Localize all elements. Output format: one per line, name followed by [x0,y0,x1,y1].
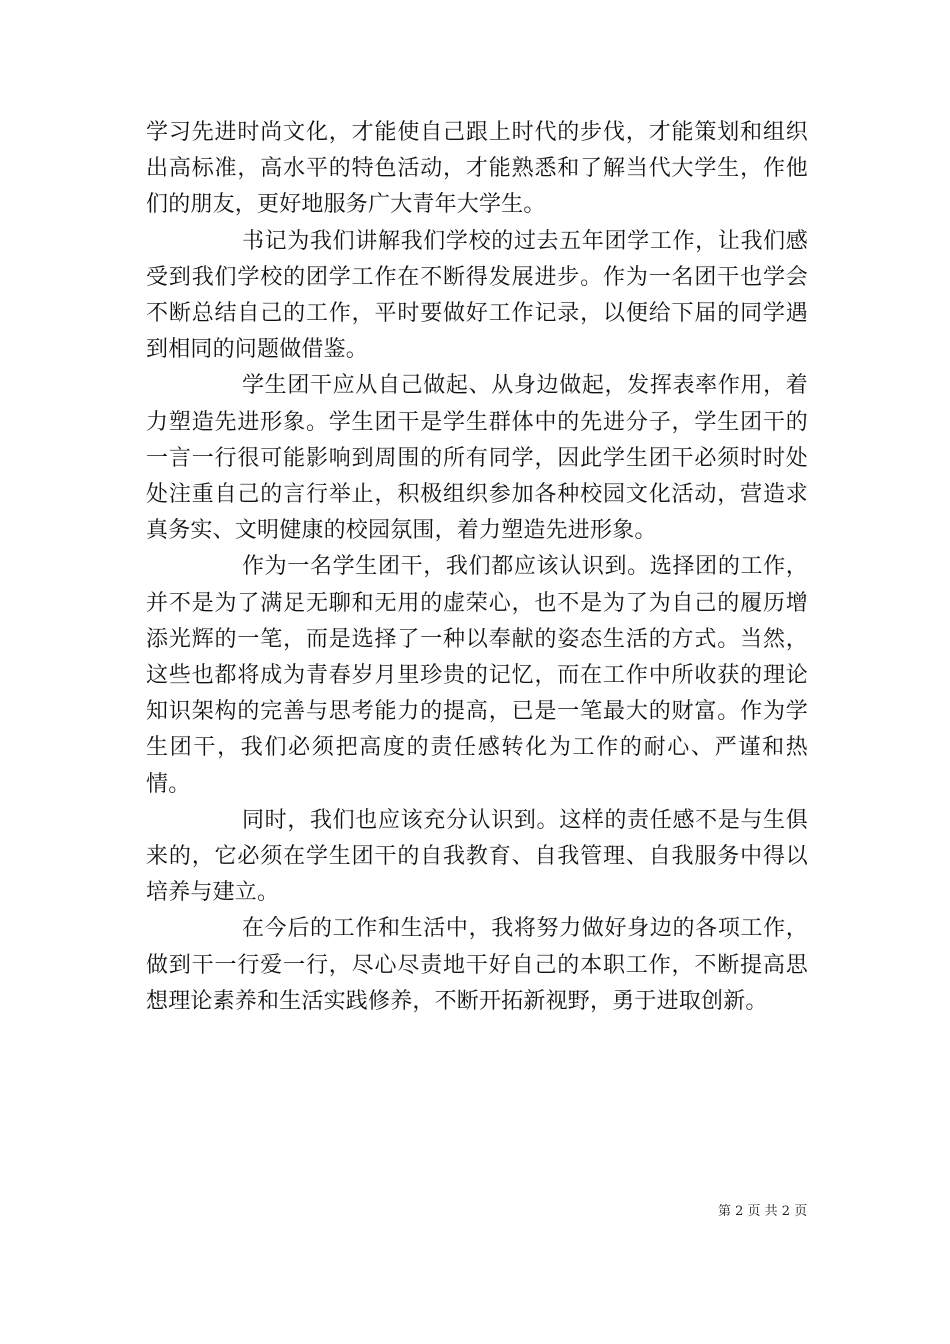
document-body [146,115,808,1020]
paragraph-6: 在今后的工作和生活中，我将努力做好身边的各项工作，做到干一行爱一行，尽心尽责地干好自己的本职工作，不断提高思想理论素养和生活实践修养，不断开拓新视野，勇于进取创新。 [146,916,808,1014]
paragraph-3: 学生团干应从自己做起、从身边做起，发挥表率作用，着力塑造先进形象。学生团干是学生群体中的先进分子，学生团干的一言一行很可能影响到周围的所有同学，因此学生团干必须时时处处注重自己的言行举止，积极组织参加各种校园文化活动，营造求真务实、文明健康的校园氛围，着力塑造先进形象。 [146,373,808,544]
page-number-footer: 第 2 页 共 2 页 [718,1204,808,1219]
paragraph-4: 作为一名学生团干，我们都应该认识到。选择团的工作，并不是为了满足无聊和无用的虚荣心，也不是为了为自己的履历增添光辉的一笔，而是选择了一种以奉献的姿态生活的方式。当然，这些也都将成为青春岁月里珍贵的记忆，而在工作中所收获的理论知识架构的完善与思考能力的提高，已是一笔最大的财富。作为学生团干，我们必须把高度的责任感转化为工作的耐心、严谨和热情。 [146,554,808,797]
paragraph-1: 学习先进时尚文化，才能使自己跟上时代的步伐，才能策划和组织出高标准，高水平的特色活动，才能熟悉和了解当代大学生，作他们的朋友，更好地服务广大青年大学生。 [146,120,808,218]
paragraph-2: 书记为我们讲解我们学校的过去五年团学工作，让我们感受到我们学校的团学工作在不断得发展进步。作为一名团干也学会不断总结自己的工作，平时要做好工作记录，以便给下届的同学遇到相同的问题做借鉴。 [146,228,808,363]
paragraph-5: 同时，我们也应该充分认识到。这样的责任感不是与生俱来的，它必须在学生团干的自我教育、自我管理、自我服务中得以培养与建立。 [146,807,808,906]
